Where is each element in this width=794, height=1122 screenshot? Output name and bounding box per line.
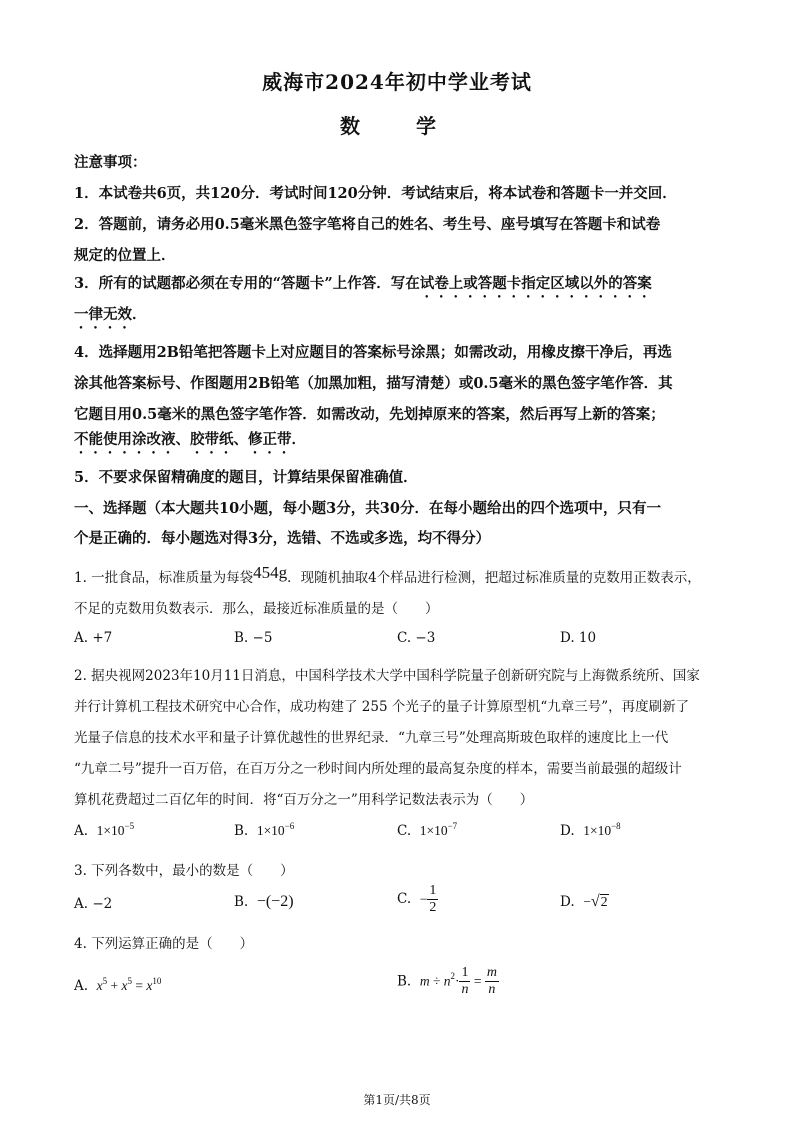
- notice-item-3-line-2: [74, 303, 147, 332]
- q4-option-b: B. $m \div n^2\cdot$ $\frac{1}{n}$ = $\frac{m}{n}$: [397, 965, 497, 997]
- notice-item-3-text: 3．所有的试题都必须在专用的“答题卡”上作答．写在: [74, 275, 420, 292]
- notice-item-3-emphasis-2: 一律无效: [74, 306, 132, 323]
- notice-item-3-emphasis: 试卷上或答题卡指定区域以外的答案: [419, 275, 652, 292]
- q2-line-5: 算机花费超过二百亿年的时间．将“百万分之一”用科学记数法表示为（ ）: [74, 792, 534, 808]
- notice-item-4-emphasis: 不能使用涂改液、胶带纸、修正带: [74, 431, 292, 448]
- q1-option-b: B. −5: [234, 630, 273, 646]
- q3-fraction: $\frac{1}{2}$: [429, 883, 437, 915]
- q4-option-a: A. $x^5 + x^5 = x^{10}$: [74, 976, 162, 994]
- q2-option-a: A. $1\times 10^{-5}$: [74, 821, 135, 839]
- q1-stem-b: ．现随机抽取4个样品进行检测，把超过标准质量的克数用正数表示，: [287, 570, 701, 586]
- notice-item-3-line-1: [74, 272, 652, 301]
- q1-line-2: 不足的克数用负数表示．那么，最接近标准质量的是（ ）: [74, 601, 439, 617]
- sqrt-icon: √: [590, 893, 600, 910]
- notice-item-4-end: ．: [291, 431, 306, 448]
- section-1-heading-line-1: 一、选择题（本大题共10小题，每小题3分，共30分．在每小题给出的四个选项中，只有一: [74, 500, 661, 517]
- q1-option-c: C. −3: [397, 630, 436, 646]
- q2-line-2: 并行计算机工程技术研究中心合作，成功构建了 255 个光子的量子计算原型机“九章三号”，再度刷新了: [74, 699, 690, 715]
- notice-item-1: 1．本试卷共6页，共120分．考试时间120分钟．考试结束后，将本试卷和答题卡一并交回．: [74, 185, 677, 202]
- notice-item-3-end: ．: [132, 306, 147, 323]
- q3-option-d: D. −√2: [560, 893, 608, 910]
- q4-fraction-2: $\frac{m}{n}$: [486, 965, 497, 997]
- notice-item-2-line-2: 规定的位置上．: [74, 247, 176, 264]
- notice-item-4-line-4: [74, 428, 306, 457]
- exam-title: 威海市2024年初中学业考试: [262, 70, 532, 94]
- notice-item-4-line-1: 4．选择题用2B铅笔把答题卡上对应题目的答案标号涂黑；如需改动，用橡皮擦干净后，再选: [74, 344, 672, 361]
- subject-title: 数 学: [340, 114, 454, 138]
- q2-line-4: “九章二号”提升一百万倍，在百万分之一秒时间内所处理的最高复杂度的样本，需要当前最强的超级计: [74, 761, 682, 777]
- q2-option-b: B. $1\times 10^{-6}$: [234, 821, 295, 839]
- q2-line-3: 光量子信息的技术水平和量子计算优越性的世界纪录．“九章三号”处理高斯玻色取样的速度比上一代: [74, 730, 669, 746]
- q3-stem: 3. 下列各数中，最小的数是（ ）: [74, 863, 294, 879]
- notice-item-4-line-2: 涂其他答案标号、作图题用2B铅笔（加黑加粗，描写清楚）或0.5毫米的黑色签字笔作答．其: [74, 375, 673, 392]
- q1-stem-a: 1. 一批食品，标准质量为每袋: [74, 570, 254, 586]
- notice-item-4-line-3: 它题目用0.5毫米的黑色签字笔作答．如需改动，先划掉原来的答案，然后再写上新的答案；: [74, 406, 665, 423]
- q1-option-d: D. 10: [560, 630, 597, 646]
- q1-line-1: [74, 563, 701, 586]
- page-footer: 第1页/共8页: [363, 1093, 431, 1107]
- notice-heading: 注意事项：: [74, 154, 147, 171]
- notice-item-5: 5．不要求保留精确度的题目，计算结果保留准确值．: [74, 469, 418, 486]
- q3-option-b: B. −(−2): [234, 893, 294, 910]
- q2-option-d: D. $1\times 10^{-8}$: [560, 821, 621, 839]
- q1-option-a: A. +7: [74, 630, 113, 646]
- q1-mass: 454g: [253, 563, 288, 582]
- q3-option-a: A. −2: [74, 896, 113, 912]
- q3-option-c: C. − $\frac{1}{2}$: [397, 883, 437, 915]
- notice-item-2-line-1: 2．答题前，请务必用0.5毫米黑色签字笔将自己的姓名、考生号、座号填写在答题卡和试卷: [74, 216, 661, 233]
- section-1-heading-line-2: 个是正确的．每小题选对得3分，选错、不选或多选，均不得分）: [74, 530, 491, 547]
- q4-fraction-1: $\frac{1}{n}$: [461, 965, 469, 997]
- q2-line-1: 2. 据央视网2023年10月11日消息，中国科学技术大学中国科学院量子创新研究院与上海微系统所、国家: [74, 668, 700, 684]
- q2-option-c: C. $1\times 10^{-7}$: [397, 821, 458, 839]
- q4-stem: 4. 下列运算正确的是（ ）: [74, 936, 254, 952]
